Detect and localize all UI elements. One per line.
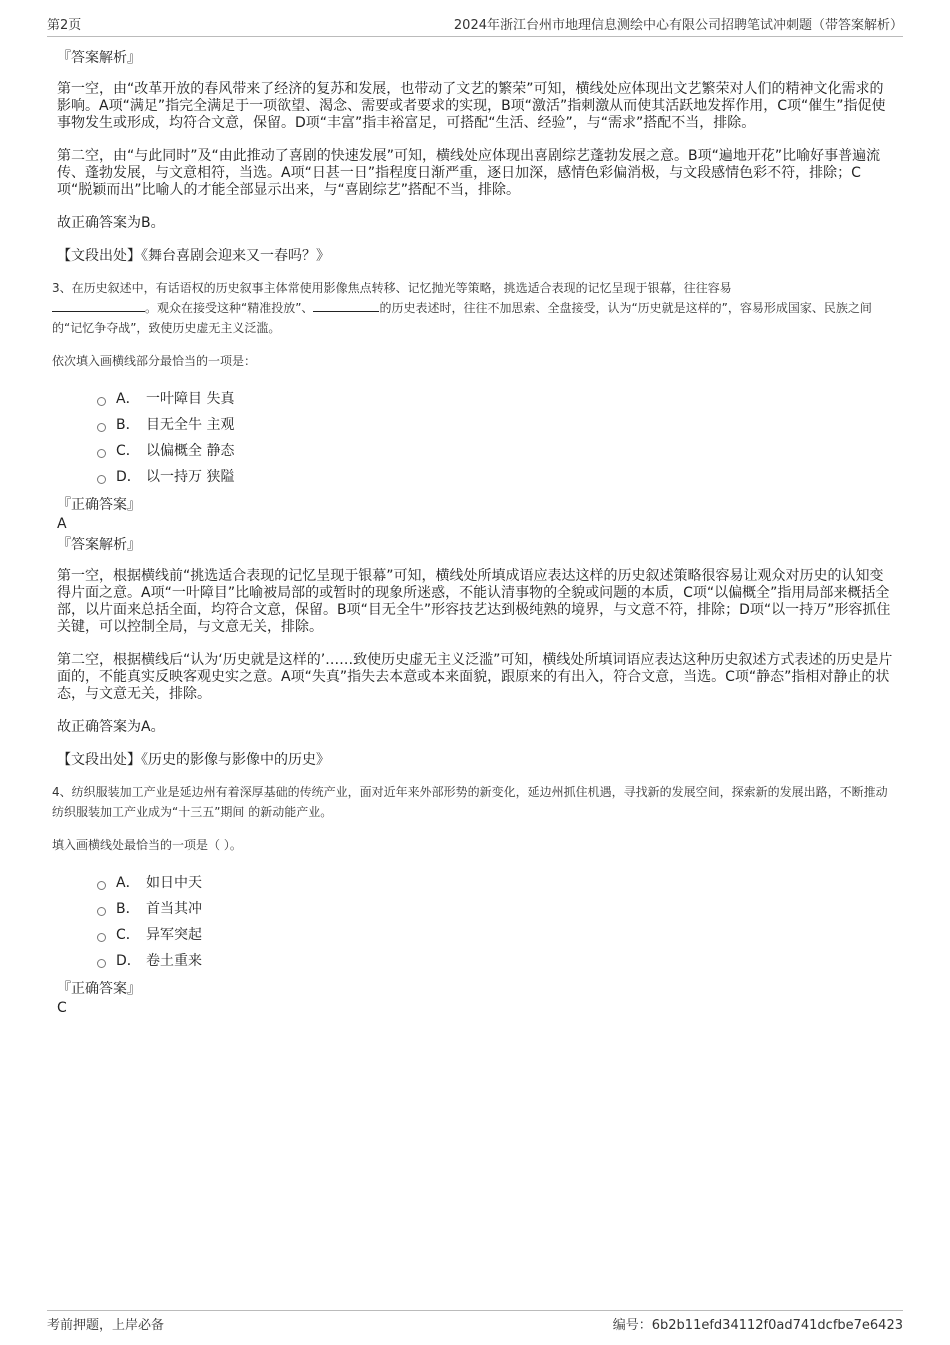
- question-3-prompt: 依次填入画横线部分最恰当的一项是：: [52, 354, 257, 368]
- radio-icon[interactable]: [97, 449, 106, 458]
- footer-slogan: 考前押题，上岸必备: [47, 1318, 165, 1333]
- question-4-options: [97, 869, 893, 973]
- analysis-paragraph: 第一空，根据横线前“挑选适合表现的记忆呈现于银幕”可知，横线处所填成语应表达这样的历史叙述策略很容易让观众对历史的认知变得片面之意。A项“一叶障目”比喻被局部的或暂时的现象所迷惑，不能认清事物的全貌或问题的本质，C项“以偏概全”指用局部来概括全部，以片面来总括全面，均符合文意，保留。B项“目无全牛”形容技艺达到极纯熟的境界，与文意不符，排除；D项“以一持万”形容抓住关键，可以控制全局，与文意无关，排除。: [57, 568, 891, 635]
- option-d[interactable]: D． 卷土重来: [97, 947, 893, 973]
- source-citation: 【文段出处】《舞台喜剧会迎来又一春吗？》: [57, 248, 330, 264]
- analysis-paragraph: 第二空，由“与此同时”及“由此推动了喜剧的快速发展”可知，横线处应体现出喜剧综艺蓬勃发展之意。B项“遍地开花”比喻好事普遍流传、蓬勃发展，与文意相符，当选。A项“日甚一日”指程度日渐严重，逐日加深，感情色彩偏消极，与文段感情色彩不符，排除；C项“脱颖而出”比喻人的才能全部显示出来，与“喜剧综艺”搭配不当，排除。: [57, 148, 881, 198]
- page-header: [47, 14, 903, 37]
- analysis-conclusion: 故正确答案为A。: [57, 719, 165, 735]
- page-content: [52, 48, 893, 1017]
- radio-icon[interactable]: [97, 933, 106, 942]
- document-title: 2024年浙江台州市地理信息测绘中心有限公司招聘笔试冲刺题（带答案解析）: [453, 18, 903, 33]
- option-b[interactable]: B． 首当其冲: [97, 895, 893, 921]
- analysis-heading: 『答案解析』: [57, 537, 141, 553]
- answer-blank: [313, 299, 379, 312]
- radio-icon[interactable]: [97, 959, 106, 968]
- page-number: 第2页: [47, 18, 82, 33]
- analysis-paragraph: 第二空，根据横线后“认为‘历史就是这样的’……致使历史虚无主义泛滥”可知，横线处所填词语应表达这种历史叙述方式表述的历史是片面的，不能真实反映客观史实之意。A项“失真”指失去本意或本来面貌，跟原来的有出入，符合文意，当选。C项“静态”指相对静止的状态，与文意无关，排除。: [57, 652, 893, 702]
- question-4-text: 4、纺织服装加工产业是延边州有着深厚基础的传统产业，面对近年来外部形势的新变化，延边州抓住机遇，寻找新的发展空间，探索新的发展出路，不断推动纺织服装加工产业成为“十三五”期间 的新动能产业。: [52, 785, 888, 819]
- page-footer: [47, 1310, 903, 1333]
- correct-answer: C: [57, 1000, 67, 1016]
- radio-icon[interactable]: [97, 881, 106, 890]
- option-c[interactable]: C． 异军突起: [97, 921, 893, 947]
- question-3-options: [97, 385, 893, 489]
- correct-answer-heading: 『正确答案』: [57, 497, 141, 513]
- question-3-text: 3、在历史叙述中，有话语权的历史叙事主体常使用影像焦点转移、记忆抛光等策略，挑选适合表现的记忆呈现于银幕，往往容易 。观众在接受这种“精准投放”、 的历史表述时，往往不加思索、全盘接受，认为“历史就是这样的”，容易形成国家、民族之间的“记忆争夺战”，致使历史虚无主义泛滥。: [52, 281, 872, 335]
- source-citation: 【文段出处】《历史的影像与影像中的历史》: [57, 752, 330, 768]
- radio-icon[interactable]: [97, 907, 106, 916]
- analysis-conclusion: 故正确答案为B。: [57, 215, 165, 231]
- option-a[interactable]: A． 一叶障目 失真: [97, 385, 893, 411]
- radio-icon[interactable]: [97, 423, 106, 432]
- option-b[interactable]: B． 目无全牛 主观: [97, 411, 893, 437]
- question-4-prompt: 填入画横线处最恰当的一项是（ ）。: [52, 838, 242, 852]
- answer-blank: [52, 299, 145, 312]
- analysis-heading: 『答案解析』: [57, 50, 141, 66]
- radio-icon[interactable]: [97, 397, 106, 406]
- option-d[interactable]: D． 以一持万 狭隘: [97, 463, 893, 489]
- correct-answer-heading: 『正确答案』: [57, 981, 141, 997]
- correct-answer: A: [57, 516, 67, 532]
- option-c[interactable]: C． 以偏概全 静态: [97, 437, 893, 463]
- document-id: 编号：6b2b11efd34112f0ad741dcfbe7e6423: [612, 1318, 903, 1333]
- radio-icon[interactable]: [97, 475, 106, 484]
- analysis-paragraph: 第一空，由“改革开放的春风带来了经济的复苏和发展，也带动了文艺的繁荣”可知，横线处应体现出文艺繁荣对人们的精神文化需求的影响。A项“满足”指完全满足于一项欲望、渴念、需要或者要求的实现，B项“激活”指刺激从而使其活跃地发挥作用，C项“催生”指促使事物发生或形成，均符合文意，保留。D项“丰富”指丰裕富足，可搭配“生活、经验”，与“需求”搭配不当，排除。: [57, 81, 886, 131]
- option-a[interactable]: A． 如日中天: [97, 869, 893, 895]
